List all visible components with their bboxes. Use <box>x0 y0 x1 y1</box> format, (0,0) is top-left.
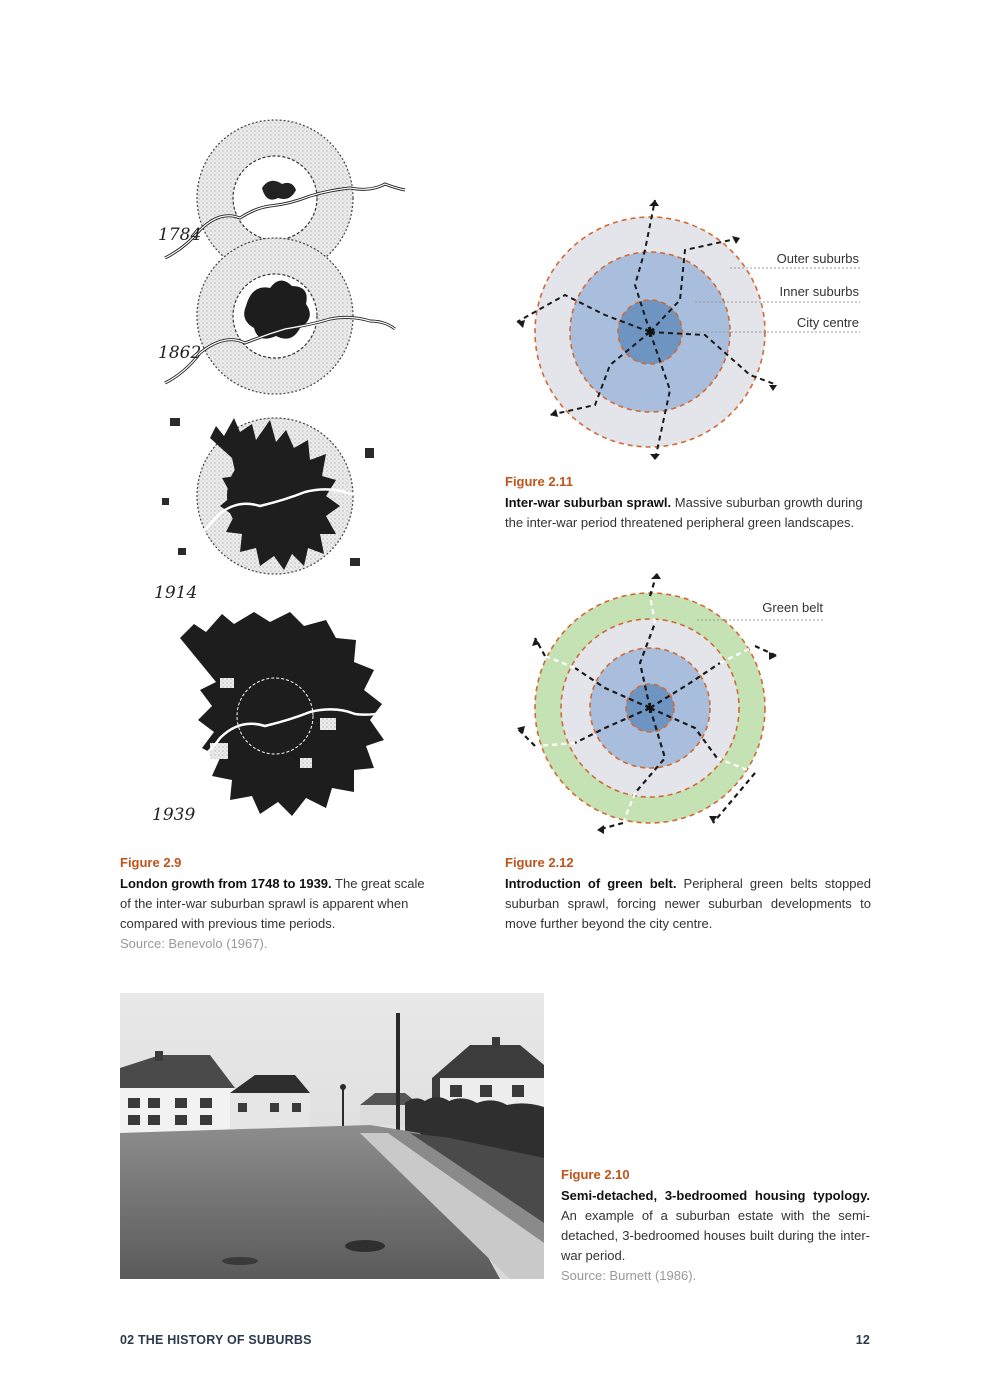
year-label-1939: 1939 <box>152 805 196 825</box>
svg-text:✱: ✱ <box>644 700 656 716</box>
label-city-centre: City centre <box>796 315 859 330</box>
london-growth-maps <box>150 118 410 843</box>
year-label-1914: 1914 <box>154 583 198 603</box>
figure-2-10-source: Source: Burnett (1986). <box>561 1268 697 1283</box>
figure-2-9-title: London growth from 1748 to 1939. <box>120 876 332 891</box>
figure-2-11-caption <box>505 493 871 533</box>
figure-2-12-text: Peripheral green belts stopped suburban sprawl, forcing newer suburban developments to move further beyond the city centre. <box>505 876 871 931</box>
figure-2-12-caption <box>505 874 871 934</box>
figure-2-10-label: Figure 2.10 <box>561 1167 630 1182</box>
figure-2-12-title: Introduction of green belt. <box>505 876 677 891</box>
figure-2-10-caption <box>561 1186 870 1286</box>
figure-2-11-text: Massive suburban growth during the inter-war period threatened peripheral green landscapes. <box>505 495 863 530</box>
year-label-1862: 1862 <box>158 343 202 363</box>
figure-2-9-source: Source: Benevolo (1967). <box>120 936 268 951</box>
figure-2-11-label: Figure 2.11 <box>505 474 573 489</box>
figure-2-11-title: Inter-war suburban sprawl. <box>505 495 672 510</box>
year-label-1784: 1784 <box>158 225 202 245</box>
map-1939 <box>152 612 385 825</box>
figure-2-12-label: Figure 2.12 <box>505 855 574 870</box>
label-green-belt: Green belt <box>762 600 823 615</box>
label-outer-suburbs: Outer suburbs <box>776 251 859 266</box>
footer-section-title: 02 THE HISTORY OF SUBURBS <box>120 1333 312 1347</box>
page-number: 12 <box>855 1333 870 1347</box>
figure-2-9-label: Figure 2.9 <box>120 855 182 870</box>
svg-text:✱: ✱ <box>644 324 656 340</box>
figure-2-10-text: An example of a suburban estate with the semi-detached, 3-bedroomed houses built during the inter-war period. <box>561 1208 870 1263</box>
figure-2-9-caption <box>120 874 438 954</box>
label-inner-suburbs: Inner suburbs <box>779 284 859 299</box>
figure-2-9-text: The great scale of the inter-war suburban sprawl is apparent when compared with previous time periods. <box>120 876 425 931</box>
green-belt-diagram <box>505 568 885 840</box>
suburban-sprawl-diagram <box>505 190 885 465</box>
map-1914 <box>154 418 380 603</box>
suburban-estate-photo <box>120 993 544 1279</box>
map-1862 <box>158 238 395 394</box>
figure-2-10-title: Semi-detached, 3-bedroomed housing typology. <box>561 1188 870 1203</box>
